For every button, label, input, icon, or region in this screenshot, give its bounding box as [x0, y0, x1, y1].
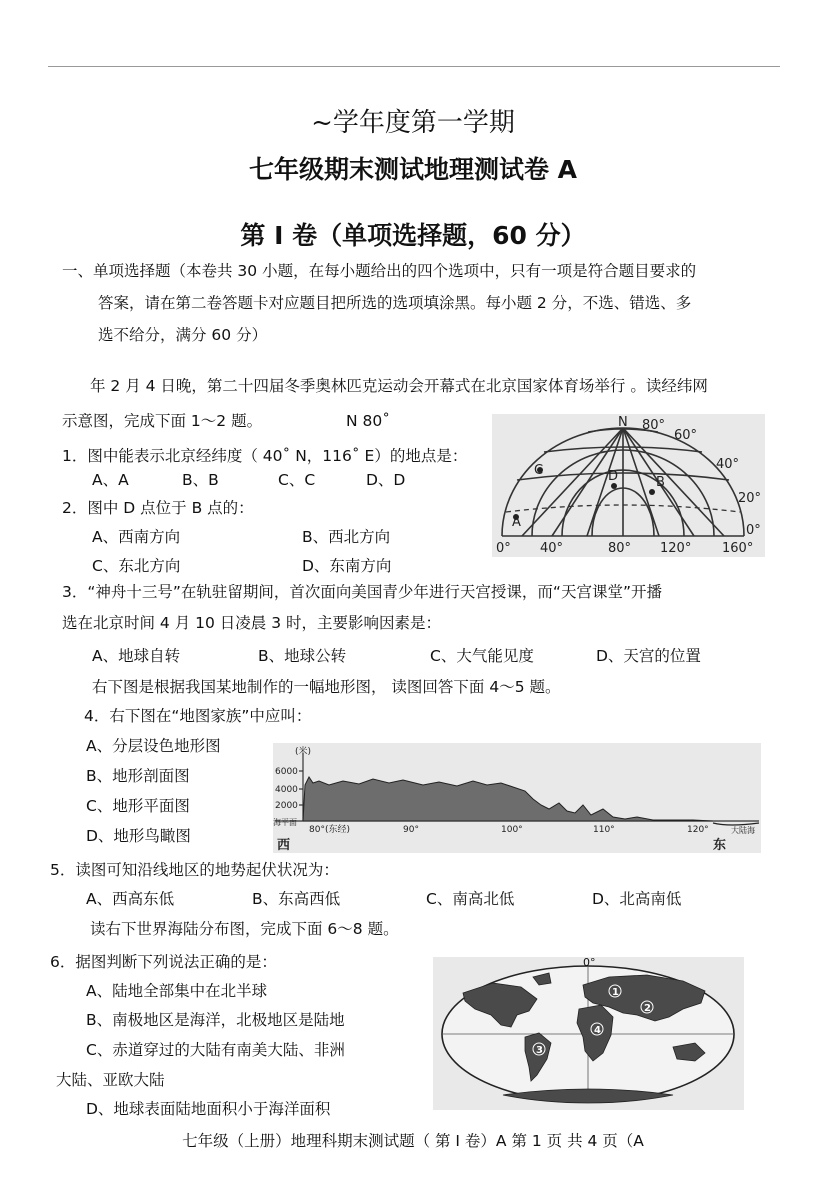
point-c-label: C: [534, 463, 544, 478]
world-map-marker-4: 4: [594, 1025, 601, 1036]
instructions-line-2: 答案，请在第二卷答题卡对应题目把所选的选项填涂黑。每小题 2 分，不选、错选、多: [98, 294, 692, 312]
q6-stem: 6．据图判断下列说法正确的是：: [50, 953, 277, 971]
profile-x-tick-110: 110°: [593, 825, 615, 835]
exam-title: 七年级期末测试地理测试卷 A: [248, 155, 578, 184]
q1-option-d[interactable]: D、D: [366, 471, 406, 489]
terrain-profile-figure: [273, 743, 761, 853]
instructions-line-1: 一、单项选择题（本卷共 30 小题，在每小题给出的四个选项中，只有一项是符合题目要求的: [62, 262, 697, 280]
graticule-figure: [492, 414, 765, 557]
world-map-figure: [433, 957, 744, 1110]
lat-label-40: 40°: [716, 457, 740, 472]
instructions-line-3: 选不给分，满分 60 分）: [98, 326, 268, 344]
q6-option-a[interactable]: A、陆地全部集中在北半球: [86, 982, 268, 1000]
profile-y-tick-6000: 6000: [275, 767, 298, 777]
q3-stem-line-2: 选在北京时间 4 月 10 日凌晨 3 时，主要影响因素是：: [62, 614, 442, 632]
point-a-label: A: [512, 515, 521, 530]
q2-option-b[interactable]: B、西北方向: [302, 528, 391, 546]
profile-sea-level: 海平面: [273, 818, 297, 827]
q1-option-a[interactable]: A、A: [92, 471, 129, 489]
top-rule: [48, 66, 780, 67]
lon-label-160: 160°: [722, 541, 754, 556]
pole-label: N: [618, 415, 628, 430]
profile-y-unit: (米): [295, 747, 312, 757]
world-map-meridian-label: 0°: [583, 957, 596, 969]
q3-option-b[interactable]: B、地球公转: [258, 647, 347, 665]
q6-option-c[interactable]: C、赤道穿过的大陆有南美大陆、非洲: [86, 1041, 345, 1059]
q1-stem: 1．图中能表示北京经纬度（ 40˚ N，116˚ E）的地点是：: [62, 447, 468, 465]
point-d-label: D: [608, 469, 619, 484]
point-b-label: B: [656, 475, 665, 490]
profile-x-tick-90: 90°: [403, 825, 419, 835]
world-map-marker-1: 1: [612, 987, 619, 998]
q5-option-c[interactable]: C、南高北低: [426, 890, 515, 908]
profile-sea-label: 大陆海: [731, 826, 755, 835]
q6-option-d[interactable]: D、地球表面陆地面积小于海洋面积: [86, 1100, 331, 1118]
q4-option-b[interactable]: B、地形剖面图: [86, 767, 190, 785]
intro-olympics-line-2: 示意图，完成下面 1～2 题。: [62, 412, 263, 430]
q3-option-a[interactable]: A、地球自转: [92, 647, 181, 665]
intro-olympics-line-1: 年 2 月 4 日晚，第二十四届冬季奥林匹克运动会开幕式在北京国家体育场举行 。读经纬网: [90, 377, 708, 395]
lon-label-80: 80°: [608, 541, 632, 556]
q2-option-a[interactable]: A、西南方向: [92, 528, 181, 546]
lat-label-20: 20°: [738, 491, 762, 506]
lon-label-0: 0°: [496, 541, 511, 556]
q1-option-c[interactable]: C、C: [278, 471, 316, 489]
q4-option-d[interactable]: D、地形鸟瞰图: [86, 827, 191, 845]
q3-option-d[interactable]: D、天宫的位置: [596, 647, 701, 665]
exam-year-title: ~学年度第一学期: [311, 108, 515, 138]
q5-option-a[interactable]: A、西高东低: [86, 890, 175, 908]
point-b-marker: [649, 489, 655, 495]
q4-option-a[interactable]: A、分层设色地形图: [86, 737, 221, 755]
intro-terrain: 右下图是根据我国某地制作的一幅地形图， 读图回答下面 4～5 题。: [92, 678, 561, 696]
profile-x-tick-80: 80°(东经): [309, 825, 350, 835]
profile-east-label: 东: [713, 838, 727, 853]
q3-stem-line-1: 3．“神舟十三号”在轨驻留期间，首次面向美国青少年进行天宫授课，而“天宫课堂”开播: [62, 583, 662, 601]
world-map-marker-2: 2: [644, 1003, 651, 1014]
q6-option-b[interactable]: B、南极地区是海洋，北极地区是陆地: [86, 1011, 345, 1029]
q2-option-c[interactable]: C、东北方向: [92, 557, 181, 575]
q5-option-b[interactable]: B、东高西低: [252, 890, 341, 908]
section-title: 第 I 卷（单项选择题，60 分）: [240, 221, 586, 250]
lat-label-80: 80°: [642, 418, 666, 433]
profile-x-tick-100: 100°: [501, 825, 523, 835]
profile-y-tick-2000: 2000: [275, 801, 298, 811]
intro-olympics-extra: N 80˚: [346, 412, 390, 430]
q6-option-c-continued: 大陆、亚欧大陆: [56, 1071, 165, 1089]
q5-option-d[interactable]: D、北高南低: [592, 890, 682, 908]
q3-option-c[interactable]: C、大气能见度: [430, 647, 534, 665]
q1-option-b[interactable]: B、B: [182, 471, 219, 489]
q5-stem: 5．读图可知沿线地区的地势起伏状况为：: [50, 861, 339, 879]
profile-y-tick-4000: 4000: [275, 785, 298, 795]
q4-option-c[interactable]: C、地形平面图: [86, 797, 190, 815]
page-footer: 七年级（上册）地理科期末测试题（ 第 I 卷）A 第 1 页 共 4 页（A: [182, 1132, 644, 1150]
q2-stem: 2．图中 D 点位于 B 点的：: [62, 499, 254, 517]
q2-option-d[interactable]: D、东南方向: [302, 557, 392, 575]
q4-stem: 4．右下图在“地图家族”中应叫：: [84, 707, 312, 725]
lat-label-60: 60°: [674, 428, 698, 443]
lon-label-120: 120°: [660, 541, 692, 556]
profile-west-label: 西: [277, 838, 291, 853]
profile-x-tick-120: 120°: [687, 825, 709, 835]
world-map-marker-3: 3: [536, 1045, 543, 1056]
lon-label-40: 40°: [540, 541, 564, 556]
lat-label-0: 0°: [746, 523, 761, 538]
intro-world-map: 读右下世界海陆分布图，完成下面 6～8 题。: [90, 920, 399, 938]
